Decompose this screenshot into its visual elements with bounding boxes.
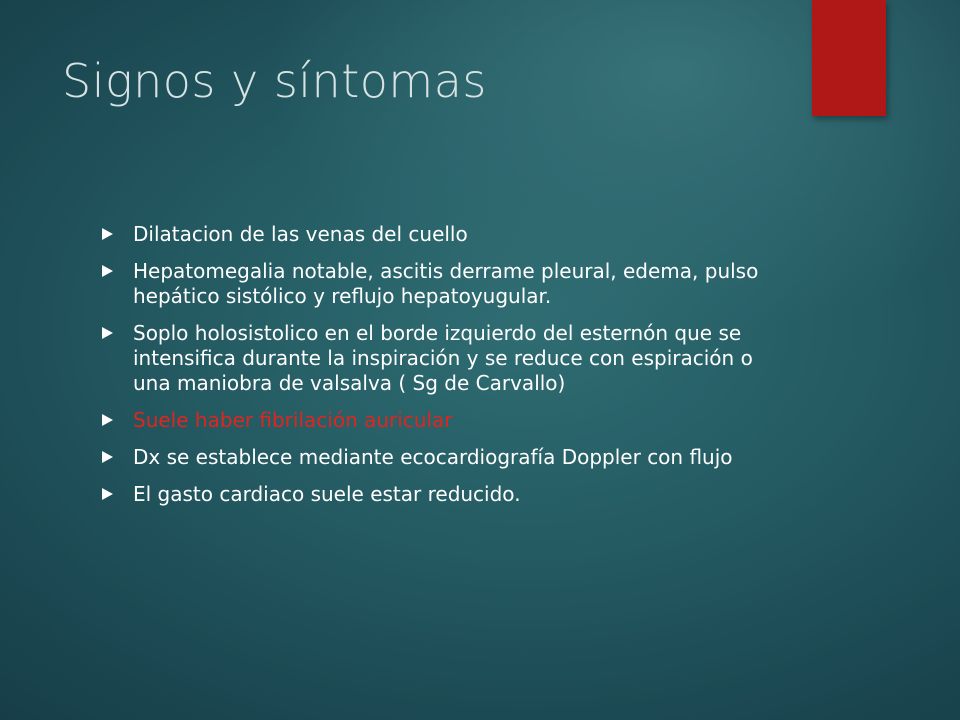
list-item-text: El gasto cardiaco suele estar reducido. xyxy=(133,482,521,506)
list-item xyxy=(102,321,782,396)
list-item xyxy=(102,482,782,507)
bullet-list xyxy=(102,222,782,519)
list-item-text: Suele haber fibrilación auricular xyxy=(133,408,453,432)
list-item-text: Dx se establece mediante ecocardiografía Doppler con flujo xyxy=(133,445,733,469)
list-item-highlighted xyxy=(102,408,782,433)
triangle-right-icon xyxy=(102,265,113,277)
list-item xyxy=(102,445,782,470)
triangle-right-icon xyxy=(102,451,113,463)
slide-title: Signos y síntomas xyxy=(62,54,487,108)
triangle-right-icon xyxy=(102,414,113,426)
list-item-text: Soplo holosistolico en el borde izquierdo del esternón que se intensifica durante la inspiración y se reduce con espiración o una maniobra de valsalva ( Sg de Carvallo) xyxy=(133,321,753,395)
triangle-right-icon xyxy=(102,228,113,240)
triangle-right-icon xyxy=(102,488,113,500)
list-item xyxy=(102,222,782,247)
accent-bar xyxy=(812,0,886,116)
list-item-text: Hepatomegalia notable, ascitis derrame pleural, edema, pulso hepático sistólico y reflujo hepatoyugular. xyxy=(133,259,759,308)
list-item xyxy=(102,259,782,309)
triangle-right-icon xyxy=(102,327,113,339)
list-item-text: Dilatacion de las venas del cuello xyxy=(133,222,468,246)
